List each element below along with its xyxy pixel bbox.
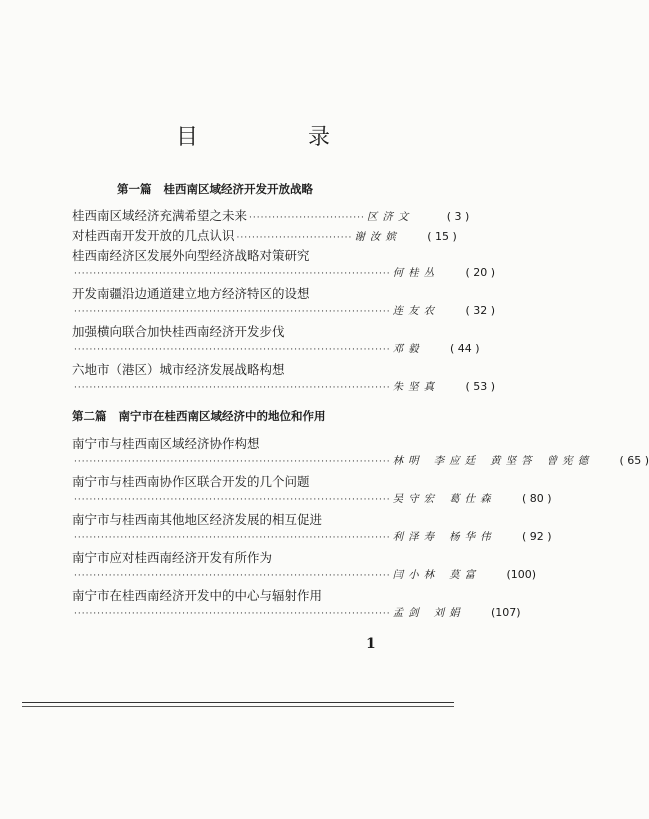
entry-page: ( 44 )	[450, 342, 480, 355]
toc-entry[interactable]	[72, 510, 552, 548]
entry-title: 开发南疆沿边通道建立地方经济特区的设想	[72, 286, 310, 301]
leader-dots: ······························	[249, 213, 365, 223]
entry-page: ( 15 )	[427, 230, 457, 243]
entry-page: ( 20 )	[465, 266, 496, 279]
entry-page: (107)	[491, 606, 521, 619]
bottom-rule	[22, 706, 454, 707]
entry-title: 桂西南经济区发展外向型经济战略对策研究	[72, 248, 310, 263]
entry-page: ( 53 )	[465, 380, 496, 393]
toc-entry[interactable]	[72, 434, 649, 472]
part-number: 第二篇	[72, 409, 107, 423]
entry-authors: 利泽寿 杨华伟	[392, 531, 496, 543]
leader-dots: ··················································································	[74, 533, 391, 543]
entry-authors: 谢汝嫔	[354, 231, 401, 243]
toc-entry[interactable]	[72, 284, 496, 322]
leader-dots: ··················································································	[74, 307, 391, 317]
entry-authors: 邓毅	[392, 343, 424, 355]
entry-authors: 林明 李应廷 黄坚答 曾宪德	[392, 455, 594, 467]
leader-dots: ··················································································	[74, 383, 391, 393]
toc-entry[interactable]	[72, 226, 457, 245]
entry-page: ( 80 )	[522, 492, 552, 505]
leader-dots: ··················································································	[74, 609, 391, 619]
entry-title: 桂西南区域经济充满希望之未来	[72, 208, 248, 223]
toc-entry[interactable]	[72, 246, 496, 284]
entry-authors: 孟剑 刘娟	[392, 607, 465, 619]
part-heading-1	[117, 181, 497, 197]
leader-dots: ··················································································	[74, 571, 391, 581]
toc-entry[interactable]	[72, 586, 521, 624]
entry-authors: 何桂丛	[392, 267, 440, 279]
leader-dots: ······························	[236, 233, 353, 243]
leader-dots: ··················································································	[74, 345, 391, 355]
page-number: 1	[366, 636, 376, 652]
entry-title: 南宁市在桂西南经济开发中的中心与辐射作用	[72, 588, 323, 603]
leader-dots: ··················································································	[74, 495, 391, 505]
entry-authors: 连友农	[392, 305, 440, 317]
leader-dots: ··················································································	[74, 457, 391, 467]
toc-entry[interactable]	[72, 548, 537, 586]
entry-authors: 朱坚真	[392, 381, 440, 393]
entry-authors: 吴守宏 葛仕森	[392, 493, 496, 505]
part-heading-2	[72, 408, 452, 424]
part-number: 第一篇	[117, 182, 152, 196]
toc-entry[interactable]	[72, 360, 496, 398]
entry-page: ( 65 )	[619, 454, 649, 467]
entry-authors: 闫小林 莫富	[392, 569, 481, 581]
toc-entry[interactable]	[72, 472, 552, 510]
entry-title: 六地市（港区）城市经济发展战略构想	[72, 362, 285, 377]
entry-title: 南宁市应对桂西南经济开发有所作为	[72, 550, 273, 565]
entry-title: 南宁市与桂西南协作区联合开发的几个问题	[72, 474, 310, 489]
entry-page: ( 3 )	[446, 210, 470, 223]
toc-entry[interactable]	[72, 322, 480, 360]
entry-title: 南宁市与桂西南区域经济协作构想	[72, 436, 260, 451]
entry-title: 对桂西南开发开放的几点认识	[72, 228, 235, 243]
entry-title: 南宁市与桂西南其他地区经济发展的相互促进	[72, 512, 323, 527]
entry-title: 加强横向联合加快桂西南经济开发步伐	[72, 324, 285, 339]
toc-entry[interactable]	[72, 206, 470, 225]
part-name: 桂西南区域经济开发开放战略	[163, 182, 313, 196]
page-title: 目 录	[175, 125, 374, 150]
leader-dots: ··················································································	[74, 269, 391, 279]
part-name: 南宁市在桂西南区域经济中的地位和作用	[118, 409, 326, 423]
bottom-rule	[22, 702, 454, 703]
entry-page: ( 92 )	[522, 530, 552, 543]
entry-page: (100)	[506, 568, 537, 581]
entry-authors: 区济文	[366, 211, 414, 223]
entry-page: ( 32 )	[465, 304, 496, 317]
